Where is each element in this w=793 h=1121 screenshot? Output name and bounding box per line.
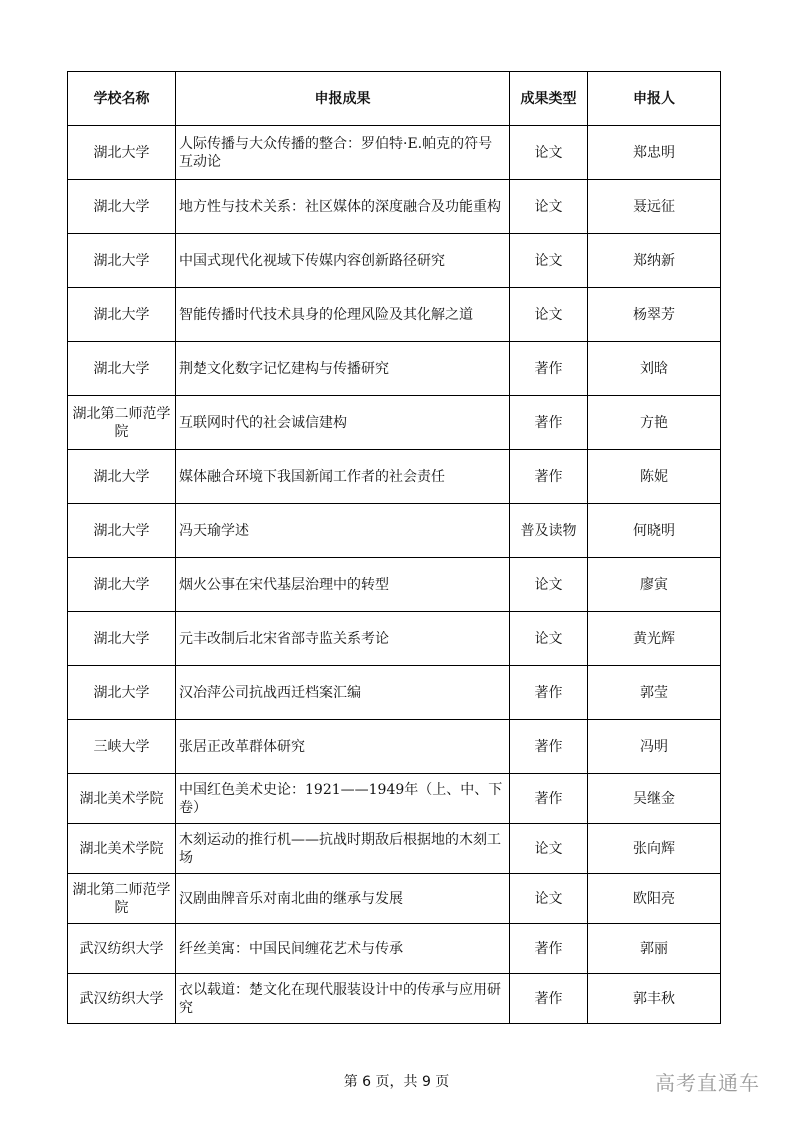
results-table (67, 71, 721, 1024)
table-row (68, 720, 721, 774)
cell-person: 欧阳亮 (588, 874, 721, 924)
cell-title: 衣以载道：楚文化在现代服装设计中的传承与应用研究 (176, 974, 510, 1024)
cell-school: 湖北大学 (68, 234, 176, 288)
table-row (68, 180, 721, 234)
cell-type: 论文 (510, 234, 588, 288)
cell-school: 三峡大学 (68, 720, 176, 774)
cell-school: 湖北大学 (68, 450, 176, 504)
cell-school: 武汉纺织大学 (68, 974, 176, 1024)
cell-school: 湖北大学 (68, 180, 176, 234)
cell-person: 聂远征 (588, 180, 721, 234)
cell-title: 汉冶萍公司抗战西迁档案汇编 (176, 666, 510, 720)
cell-type: 论文 (510, 180, 588, 234)
cell-title: 烟火公事在宋代基层治理中的转型 (176, 558, 510, 612)
cell-type: 著作 (510, 720, 588, 774)
cell-type: 著作 (510, 774, 588, 824)
cell-person: 廖寅 (588, 558, 721, 612)
cell-school: 湖北第二师范学院 (68, 874, 176, 924)
cell-type: 论文 (510, 874, 588, 924)
cell-type: 著作 (510, 974, 588, 1024)
cell-school: 湖北大学 (68, 612, 176, 666)
table-row (68, 774, 721, 824)
cell-type: 著作 (510, 396, 588, 450)
cell-person: 张向辉 (588, 824, 721, 874)
table-row (68, 504, 721, 558)
cell-person: 冯明 (588, 720, 721, 774)
watermark: 高考直通车 (655, 1071, 760, 1095)
cell-school: 湖北大学 (68, 558, 176, 612)
cell-person: 杨翠芳 (588, 288, 721, 342)
table-row (68, 924, 721, 974)
cell-type: 著作 (510, 666, 588, 720)
cell-school: 湖北第二师范学院 (68, 396, 176, 450)
cell-type: 普及读物 (510, 504, 588, 558)
cell-type: 论文 (510, 612, 588, 666)
cell-title: 中国式现代化视域下传媒内容创新路径研究 (176, 234, 510, 288)
cell-type: 论文 (510, 126, 588, 180)
cell-school: 湖北大学 (68, 666, 176, 720)
cell-school: 湖北大学 (68, 504, 176, 558)
cell-school: 湖北美术学院 (68, 774, 176, 824)
table-row (68, 974, 721, 1024)
cell-type: 论文 (510, 288, 588, 342)
header-type: 成果类型 (510, 72, 588, 126)
cell-person: 黄光辉 (588, 612, 721, 666)
header-person: 申报人 (588, 72, 721, 126)
cell-title: 智能传播时代技术具身的伦理风险及其化解之道 (176, 288, 510, 342)
cell-person: 方艳 (588, 396, 721, 450)
cell-person: 吴继金 (588, 774, 721, 824)
table-row (68, 126, 721, 180)
cell-type: 著作 (510, 450, 588, 504)
cell-school: 湖北大学 (68, 126, 176, 180)
table-row (68, 342, 721, 396)
cell-person: 郑忠明 (588, 126, 721, 180)
cell-person: 刘晗 (588, 342, 721, 396)
table-row (68, 666, 721, 720)
table-row (68, 450, 721, 504)
cell-type: 著作 (510, 342, 588, 396)
table-row (68, 288, 721, 342)
cell-person: 郭丽 (588, 924, 721, 974)
cell-person: 郭丰秋 (588, 974, 721, 1024)
cell-type: 论文 (510, 558, 588, 612)
header-title: 申报成果 (176, 72, 510, 126)
cell-title: 地方性与技术关系：社区媒体的深度融合及功能重构 (176, 180, 510, 234)
table-row (68, 396, 721, 450)
cell-type: 著作 (510, 924, 588, 974)
cell-title: 汉剧曲牌音乐对南北曲的继承与发展 (176, 874, 510, 924)
cell-school: 武汉纺织大学 (68, 924, 176, 974)
cell-school: 湖北大学 (68, 288, 176, 342)
cell-title: 中国红色美术史论：1921——1949年（上、中、下卷） (176, 774, 510, 824)
table-row (68, 234, 721, 288)
header-school: 学校名称 (68, 72, 176, 126)
cell-type: 论文 (510, 824, 588, 874)
cell-title: 木刻运动的推行机——抗战时期敌后根据地的木刻工场 (176, 824, 510, 874)
cell-person: 何晓明 (588, 504, 721, 558)
cell-school: 湖北美术学院 (68, 824, 176, 874)
cell-person: 郭莹 (588, 666, 721, 720)
cell-school: 湖北大学 (68, 342, 176, 396)
table-header-row (68, 72, 721, 126)
cell-person: 陈妮 (588, 450, 721, 504)
cell-title: 荆楚文化数字记忆建构与传播研究 (176, 342, 510, 396)
table-row (68, 558, 721, 612)
cell-person: 郑纳新 (588, 234, 721, 288)
table-row (68, 612, 721, 666)
table-row (68, 824, 721, 874)
table-row (68, 874, 721, 924)
cell-title: 人际传播与大众传播的整合：罗伯特·E.帕克的符号互动论 (176, 126, 510, 180)
cell-title: 媒体融合环境下我国新闻工作者的社会责任 (176, 450, 510, 504)
page-number: 第 6 页，共 9 页 (343, 1074, 450, 1090)
cell-title: 互联网时代的社会诚信建构 (176, 396, 510, 450)
cell-title: 纤丝美寓：中国民间缠花艺术与传承 (176, 924, 510, 974)
cell-title: 元丰改制后北宋省部寺监关系考论 (176, 612, 510, 666)
cell-title: 冯天瑜学述 (176, 504, 510, 558)
cell-title: 张居正改革群体研究 (176, 720, 510, 774)
